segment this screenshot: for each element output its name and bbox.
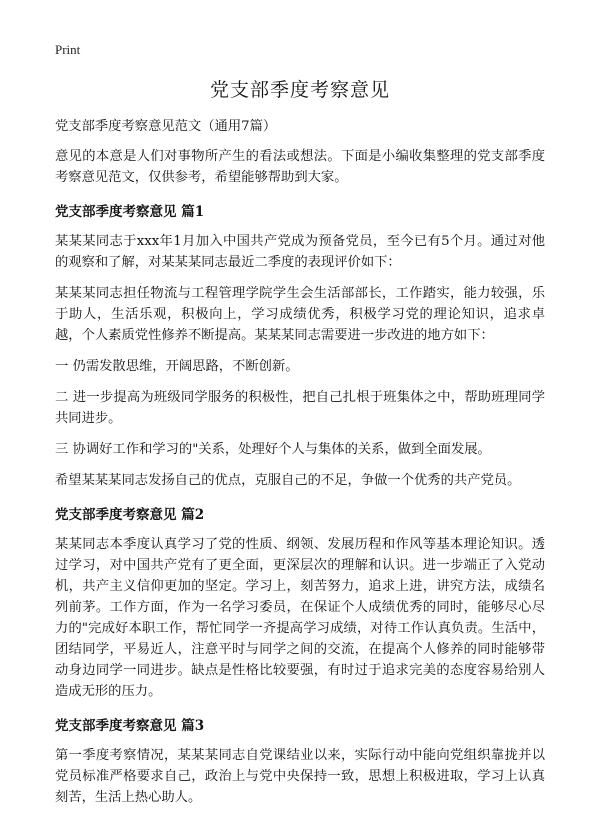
section-1-paragraph-1: 某某某同志于xxx年1月加入中国共产党成为预备党员，至今已有5个月。通过对他的观察和了解，对某某某同志最近二季度的表现评价如下：	[55, 234, 545, 270]
section-1-paragraph-2: 某某某同志担任物流与工程管理学院学生会生活部部长，工作踏实，能力较强，乐于助人，生活乐观，积极向上，学习成绩优秀，积极学习党的理论知识，追求卓越，个人素质党性修养不断提高。某某某同志需要进一步改进的地方如下：	[55, 286, 545, 343]
section-1-paragraph-5: 三 协调好工作和学习的"关系，处理好个人与集体的关系，做到全面发展。	[55, 442, 491, 457]
document-subtitle: 党支部季度考察意见范文（通用7篇）	[55, 119, 277, 134]
document-title: 党支部季度考察意见	[209, 79, 390, 101]
section-1-paragraph-3: 一 仍需发散思维，开阔思路，不断创新。	[55, 359, 299, 374]
section-1-paragraph-4: 二 进一步提高为班级同学服务的积极性，把自己扎根于班集体之中，帮助班理同学共同进步。	[55, 390, 545, 426]
section-3-heading: 党支部季度考察意见 篇3	[55, 718, 205, 734]
section-2-heading: 党支部季度考察意见 篇2	[55, 507, 205, 523]
section-1-paragraph-6: 希望某某某同志发扬自己的优点，克服自己的不足，争做一个优秀的共产党员。	[55, 473, 521, 488]
section-1-heading: 党支部季度考察意见 篇1	[55, 204, 205, 220]
section-2-paragraph-1: 某某同志本季度认真学习了党的性质、纲领、发展历程和作风等基本理论知识。透过学习，对中国共产党有了更全面，更深层次的理解和认识。进一步端正了入党动机，共产主义信仰更加的坚定。学习上，刻苦努力，追求上进，讲究方法，成绩名列前茅。工作方面，作为一名学习委员，在保证个人成绩优秀的同时，能够尽心尽力的"完成好本职工作，帮忙同学一齐提高学习成绩，对待工作认真负责。生活中，团结同学，平易近人，注意平时与同学之间的交流，在提高个人修养的同时能够带动身边同学一同进步。缺点是性格比较要强，有时过于追求完美的态度容易给别人造成无形的压力。	[55, 537, 545, 699]
print-link[interactable]: Print	[55, 42, 81, 57]
intro-paragraph: 意见的本意是人们对事物所产生的看法或想法。下面是小编收集整理的党支部季度考察意见范文，仅供参考，希望能够帮助到大家。	[55, 149, 545, 185]
section-3-paragraph-1: 第一季度考察情况，某某某同志自党课结业以来，实际行动中能向党组织靠拢并以党员标准严格要求自己，政治上与党中央保持一致，思想上积极进取，学习上认真刻苦，生活上热心助人。	[55, 748, 545, 805]
